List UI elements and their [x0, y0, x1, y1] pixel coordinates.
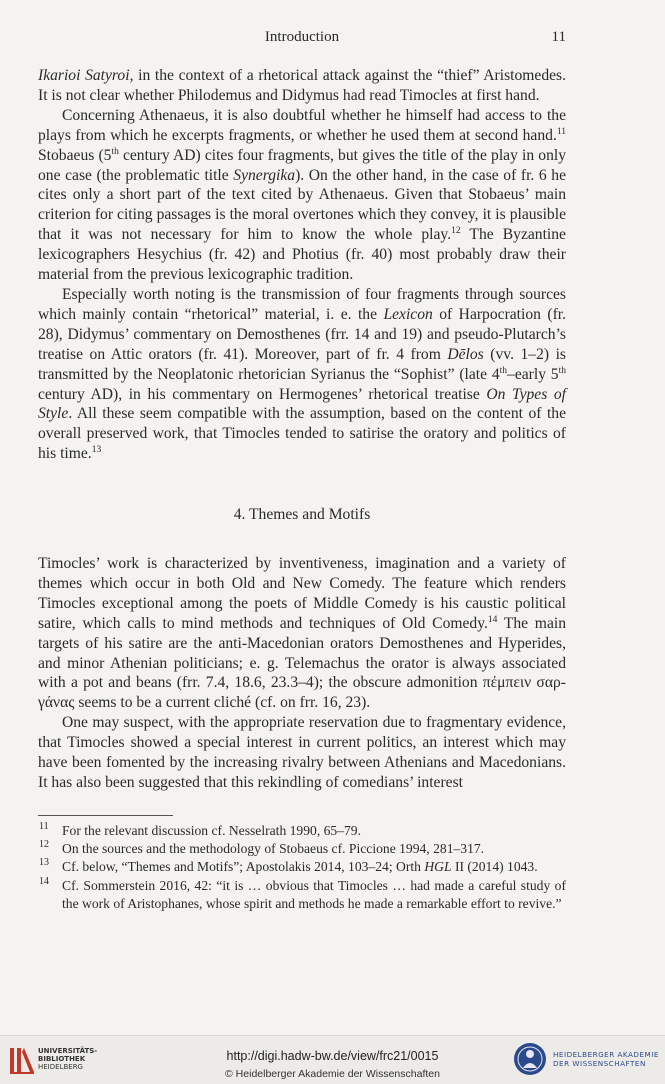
footnote-text: For the relevant discussion cf. Nesselrath 1990, 65–79. [62, 823, 362, 838]
paragraph: One may suspect, with the appropriate reservation due to fragmentary evidence, that Timocles showed a special interest in current politics, an interest which may have been fomented by the increasing rivalry between Athenians and Macedonians. It has also been suggested that this rekindling of comedians’ interest [38, 714, 566, 791]
library-city: HEIDELBERG [38, 1063, 83, 1071]
footnote-text: On the sources and the methodology of Stobaeus cf. Piccione 1994, 281–317. [62, 841, 485, 857]
academy-line-1: HEIDELBERGER AKADEMIE [553, 1050, 659, 1059]
footnote [38, 858, 566, 876]
footnote-ref[interactable]: 14 [487, 614, 498, 625]
footnote-italic: HGL [424, 859, 452, 875]
footnote [38, 822, 566, 840]
footnote-number: 14 [39, 875, 49, 887]
footnote [38, 877, 566, 913]
body-text [38, 66, 566, 793]
paragraph: Ikarioi Satyroi, in the context of a rhetorical attack against the “thief” Aristomedes. It is not clear whether Philodemus and Didymus had read Timocles at first hand. [38, 67, 567, 104]
page-number: 11 [551, 29, 566, 45]
footnotes [38, 822, 566, 913]
footnote-rule [38, 815, 173, 816]
viewer-footer [0, 1035, 665, 1084]
permalink[interactable]: http://digi.hadw-bw.de/view/frc21/0015 [226, 1049, 439, 1063]
footnote-ref[interactable]: 12 [451, 226, 461, 237]
footnote-text: II (2014) 1043. [451, 859, 538, 875]
library-name-text: UNIVERSITÄTS- BIBLIOTHEK [38, 1047, 98, 1063]
paragraph: Timocles’ work is characterized by inventiveness, imagination and a variety of themes which occur in both Old and New Comedy. The feature which renders Timocles exceptional among the poets of Middle Comedy is his caustic political satire, which calls to mind methods and techniques of Old Comedy.$^{14}$ The main targets of his satire are the anti-Macedonian orators Demosthenes and Hyperides, and minor Athenian politicians; e. g. Telemachus the orator is always associated with a pot and beans (frr. 7.4, 18.6, 23.3–4); the obscure admonition πέμπειν σαργάνας seems to be a current cliché (cf. on frr. 16, 23). [38, 555, 566, 712]
footnote-ref[interactable]: 11 [556, 126, 566, 137]
copyright: © Heidelberger Akademie der Wissenschaften [225, 1068, 440, 1080]
footnote-text: Cf. Sommerstein 2016, 42: “it is … obvious that Timocles … had made a careful study of the work of Aristophanes, whose spirit and methods he made a remarkable effort to revive.” [62, 877, 566, 911]
academy-line-2: DER WISSENSCHAFTEN [553, 1059, 646, 1068]
paragraph: Concerning Athenaeus, it is also doubtful whether he himself had access to the plays from which he excerpts fragments, or whether he used them at second hand.$^{11}$ Stobaeus (5th century AD) cites four fragments, but gives the title of the play in only one case (the problematic title Synergika). On the other hand, in the case of fr. 6 he cites only a short part of the text cited by Athenaeus. Given that Stobaeus’ main criterion for citing passages is the moral overtones which they convey, it is plausible that it was not necessary for him to know the whole play.$^{12}$ The Byzantine lexicographers Hesychius (fr. 42) and Photius (fr. 40) most probably draw their material from the previous lexicographic tradition. [38, 106, 567, 284]
running-title: Introduction [264, 29, 340, 45]
paragraph: Especially worth noting is the transmission of four fragments through sources which mainly contain “rhetorical” material, i. e. the Lexicon of Harpocration (fr. 28), Didymus’ commentary on Demosthenes (frr. 14 and 19) and pseudo-Plutarch’s treatise on Attic orators (fr. 41). Moreover, part of fr. 4 from Dēlos (vv. 1–2) is transmitted by the Neoplatonic rhetorician Syrianus the “Sophist” (late 4th–early 5th century AD), in his commentary on Hermogenes’ rhetorical treatise On Types of Style. All these seem compatible with the assumption, based on the content of the overall preserved work, that Timocles tended to satirise the oratory and politics of his time.$^{13}$ [38, 285, 567, 463]
section-heading: 4. Themes and Motifs [233, 506, 371, 524]
running-head [38, 29, 566, 47]
footnote [38, 840, 566, 858]
footnote-text: Cf. below, “Themes and Motifs”; Apostolakis 2014, 103–24; Orth [62, 859, 425, 875]
footnote-number: 12 [39, 839, 49, 851]
footnote-number: 11 [39, 821, 49, 832]
academy-seal-icon[interactable] [513, 1042, 547, 1076]
footnote-number: 13 [39, 857, 49, 869]
footnote-ref[interactable]: 13 [91, 445, 102, 456]
academy-name[interactable] [553, 1050, 663, 1068]
